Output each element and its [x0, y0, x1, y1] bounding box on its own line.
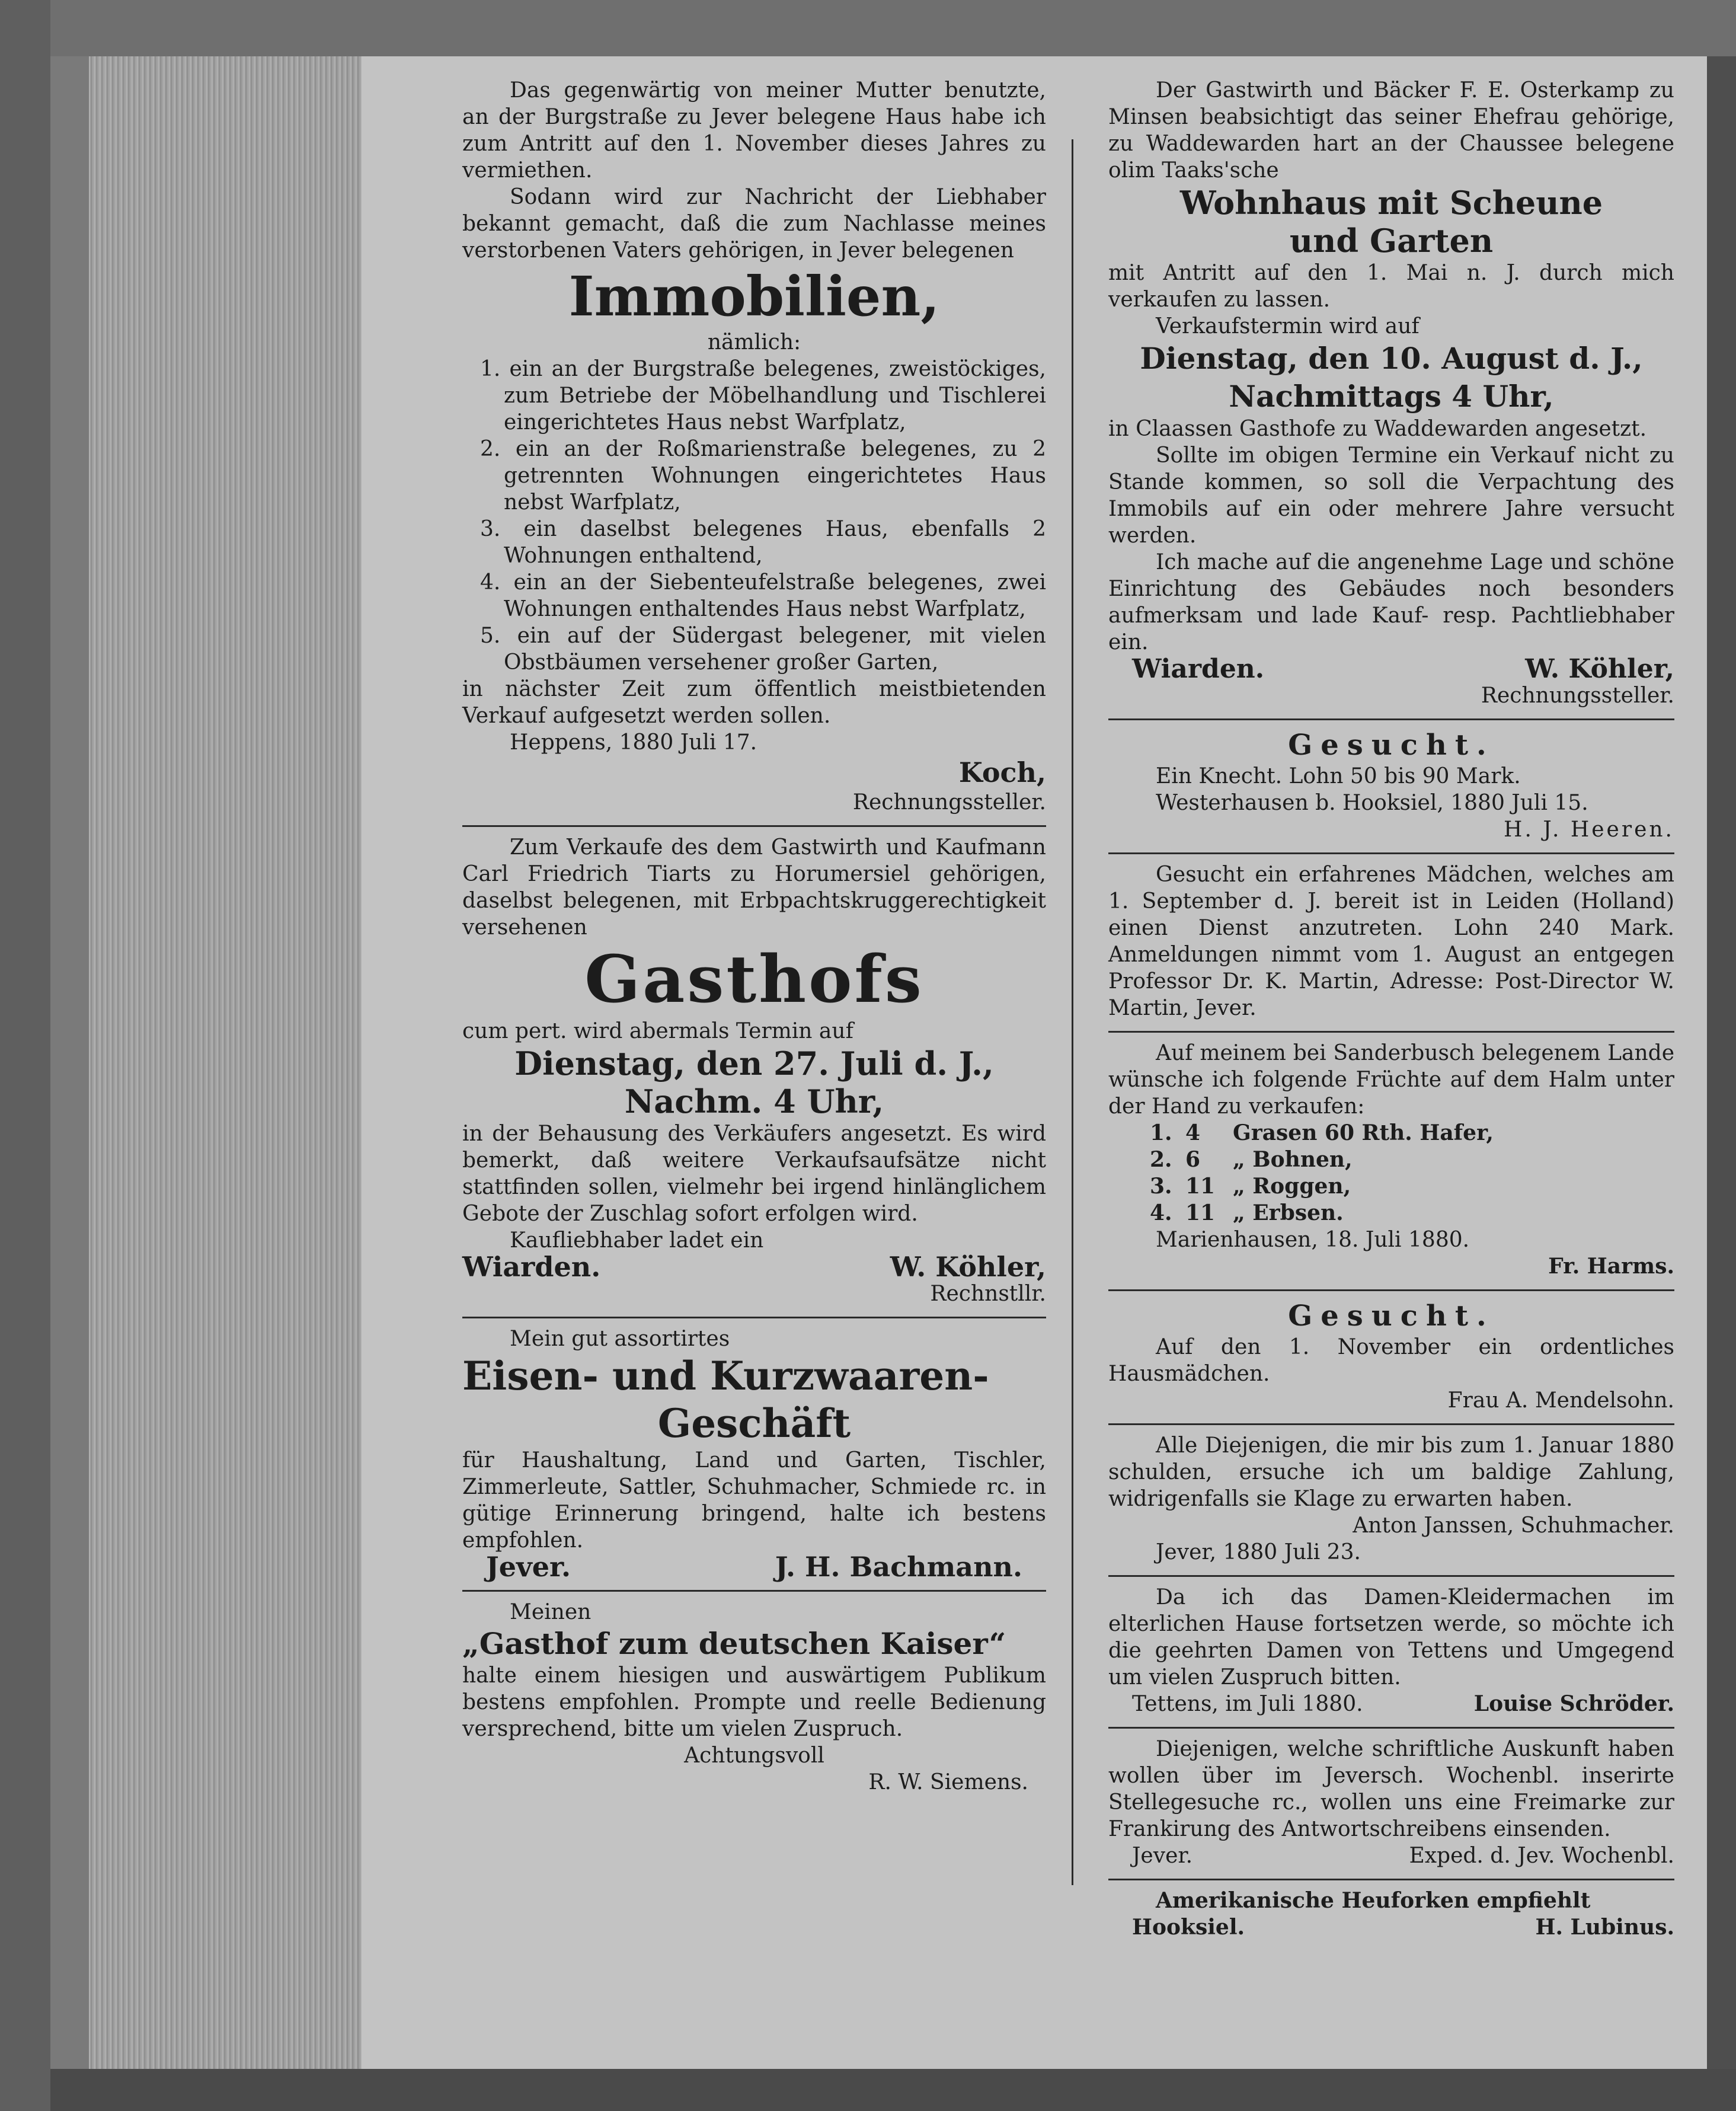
- ad-separator: [1108, 1289, 1674, 1291]
- ad-signature-row: [1108, 1914, 1674, 1941]
- ad-body: Ein Knecht. Lohn 50 bis 90 Mark.: [1156, 764, 1521, 788]
- ad-body: Ich mache auf die angenehme Lage und schöne Einrichtung des Gebäudes noch besonders aufmerksam und lade Kauf- resp. Pachtliebhaber ein.: [1108, 550, 1674, 654]
- ad-title: Gasthofs: [584, 941, 924, 1017]
- ad-closing: in nächster Zeit zum öffentlich meistbietenden Verkauf aufgesetzt werden sollen.: [462, 677, 1046, 728]
- list-item: [1108, 1200, 1674, 1227]
- ad-title: Wohnhaus mit Scheune: [1179, 184, 1603, 222]
- item-text: „ Bohnen,: [1233, 1147, 1353, 1172]
- ad-separator: [1108, 852, 1674, 854]
- ad-body: halte einem hiesigen und auswärtigem Publikum bestens empfohlen. Prompte und reelle Bedienung versprechend, bitte um vielen Zuspruch.: [462, 1663, 1046, 1741]
- ad-place-date: Tettens, im Juli 1880.: [1132, 1692, 1363, 1716]
- ad-gesucht-hausmaedchen: [1108, 1298, 1674, 1414]
- item-number: 3.: [1150, 1174, 1172, 1199]
- ad-closing: Achtungsvoll: [684, 1743, 824, 1768]
- ad-intro: Das gegenwärtig von meiner Mutter benutzte, an der Burgstraße zu Jever belegene Haus habe ich zum Antritt auf den 1. November dieses Jahres zu vermiethen.: [462, 78, 1046, 183]
- ad-title-line2: und Garten: [1289, 222, 1494, 260]
- ad-kleidermachen: [1108, 1584, 1674, 1717]
- ad-signature-row: [1108, 1842, 1674, 1869]
- ad-signature-row: [1108, 1691, 1674, 1717]
- ad-separator: [462, 1317, 1046, 1318]
- ad-body: Auf den 1. November ein ordentliches Hausmädchen.: [1108, 1335, 1674, 1386]
- ad-signer: J. H. Bachmann.: [775, 1551, 1022, 1583]
- list-item: 1. ein an der Burgstraße belegenes, zweistöckiges, zum Betriebe der Möbelhandlung und Tischlerei eingerichtetes Haus nebst Warfplatz,: [480, 357, 1046, 435]
- item-number: 2.: [1150, 1147, 1172, 1172]
- ad-place-date: Heppens, 1880 Juli 17.: [510, 730, 757, 755]
- ad-signer: W. Köhler,: [1525, 654, 1674, 684]
- ad-invite: Kaufliebhaber ladet ein: [510, 1228, 764, 1253]
- item-text: „ Erbsen.: [1233, 1200, 1344, 1225]
- item-number: 4.: [1150, 1200, 1172, 1225]
- list-item: [1108, 1146, 1674, 1173]
- ad-signer: Anton Janssen, Schuhmacher.: [1353, 1513, 1674, 1538]
- ad-place: Jever.: [1132, 1844, 1193, 1868]
- ad-body: Sollte im obigen Termine ein Verkauf nicht zu Stande kommen, so soll die Verpachtung des Immobils auf ein oder mehrere Jahre versucht werden.: [1108, 443, 1674, 548]
- ad-signature-row: [462, 1251, 1046, 1283]
- ad-time: Nachmittags 4 Uhr,: [1229, 379, 1554, 414]
- ad-separator: [1108, 1575, 1674, 1577]
- ad-line: cum pert. wird abermals Termin auf: [462, 1019, 853, 1043]
- ad-place: Wiarden.: [462, 1251, 601, 1283]
- item-quantity: 11: [1185, 1200, 1216, 1225]
- ad-signer: Frau A. Mendelsohn.: [1447, 1388, 1674, 1413]
- item-quantity: 4: [1185, 1120, 1201, 1145]
- ad-place-date: Marienhausen, 18. Juli 1880.: [1156, 1228, 1470, 1252]
- list-item: [1108, 1173, 1674, 1200]
- ad-signer: H. J. Heeren.: [1504, 817, 1674, 842]
- ad-notice: Sodann wird zur Nachricht der Liebhaber bekannt gemacht, daß die zum Nachlasse meines verstorbenen Vaters gehörigen, in Jever belegenen: [462, 185, 1046, 263]
- ad-signer-title: Rechnungssteller.: [1481, 684, 1674, 708]
- ad-title: „Gasthof zum deutschen Kaiser“: [462, 1626, 1006, 1661]
- ad-signer-title: Rechnstllr.: [930, 1282, 1046, 1306]
- item-number: 1.: [1150, 1120, 1172, 1145]
- right-column: [1108, 77, 1674, 1941]
- ad-place: Jever.: [486, 1551, 571, 1583]
- ad-separator: [462, 1590, 1046, 1592]
- list-item: 4. ein an der Siebenteufelstraße belegenes, zwei Wohnungen enthaltendes Haus nebst Warfplatz,: [480, 570, 1046, 621]
- ad-signature-row: [1108, 656, 1674, 682]
- ad-signer: Exped. d. Jev. Wochenbl.: [1409, 1844, 1674, 1868]
- ad-immobilien: [462, 77, 1046, 816]
- list-item: [1108, 1120, 1674, 1146]
- list-item: 5. ein auf der Südergast belegener, mit vielen Obstbäumen versehener großer Garten,: [480, 624, 1046, 675]
- ad-signer: Louise Schröder.: [1473, 1691, 1674, 1716]
- ad-body: mit Antritt auf den 1. Mai n. J. durch mich verkaufen zu lassen.: [1108, 261, 1674, 312]
- ad-separator: [1108, 718, 1674, 720]
- ad-heuforken: [1108, 1888, 1674, 1941]
- ad-gasthof-kaiser: [462, 1599, 1046, 1796]
- ad-signer: H. Lubinus.: [1535, 1915, 1674, 1940]
- ad-body: Auf meinem bei Sanderbusch belegenem Lande wünsche ich folgende Früchte auf dem Halm unter der Hand zu verkaufen:: [1108, 1041, 1674, 1119]
- ad-title: Immobilien,: [568, 264, 940, 328]
- scan-background-left: [0, 0, 50, 2111]
- item-quantity: 11: [1185, 1174, 1216, 1199]
- list-item: 2. ein an der Roßmarienstraße belegenes, zu 2 getrennten Wohnungen eingerichtetes Haus nebst Warfplatz,: [480, 437, 1046, 515]
- book-page-edges: [50, 56, 362, 2069]
- ad-place-date: Jever, 1880 Juli 23.: [1156, 1540, 1361, 1564]
- ad-signature-row: [462, 1551, 1046, 1583]
- ad-body: Diejenigen, welche schriftliche Auskunft haben wollen über im Jeversch. Wochenbl. inserirte Stellegesuche rc., wollen uns eine Freimarke zur Frankirung des Antwortschreibens einsenden.: [1108, 1737, 1674, 1841]
- ad-title: Gesucht.: [1288, 729, 1495, 762]
- ad-place-line: in Claassen Gasthofe zu Waddewarden angesetzt.: [1108, 417, 1647, 441]
- ad-title: Gesucht.: [1288, 1299, 1495, 1333]
- ad-body: Alle Diejenigen, die mir bis zum 1. Januar 1880 schulden, ersuche ich um baldige Zahlung, widrigenfalls sie Klage zu erwarten haben.: [1108, 1433, 1674, 1511]
- item-text: Grasen 60 Rth. Hafer,: [1233, 1120, 1494, 1145]
- ad-body: Gesucht ein erfahrenes Mädchen, welches am 1. September d. J. bereit ist in Leiden (Holland) einen Dienst anzutreten. Lohn 240 Mark. Anmeldungen nimmt vom 1. August an entgegen Professor Dr. K. Martin, Adresse: Post-Director W. Martin, Jever.: [1108, 863, 1674, 1020]
- ad-body: Amerikanische Heuforken empfiehlt: [1156, 1888, 1591, 1913]
- ad-separator: [1108, 1727, 1674, 1729]
- scan-background-right: [1707, 56, 1736, 2072]
- ad-separator: [1108, 1031, 1674, 1033]
- ad-body: in der Behausung des Verkäufers angesetzt. Es wird bemerkt, daß weitere Verkaufsaufsätze nicht stattfinden sollen, vielmehr bei irgend hinlänglichem Gebote der Zuschlag sofort erfolgen wird.: [462, 1122, 1046, 1226]
- ad-intro: Zum Verkaufe des dem Gastwirth und Kaufmann Carl Friedrich Tiarts zu Horumersiel gehörigen, daselbst belegenen, mit Erbpachtskruggerechtigkeit versehenen: [462, 835, 1046, 940]
- ad-wohnhaus: [1108, 77, 1674, 709]
- ad-separator: [462, 825, 1046, 827]
- ad-body: Da ich das Damen-Kleidermachen im elterlichen Hause fortsetzen werde, so möchte ich die geehrten Damen von Tettens und Umgegend um vielen Zuspruch bitten.: [1108, 1585, 1674, 1690]
- ad-intro: Der Gastwirth und Bäcker F. E. Osterkamp zu Minsen beabsichtigt das seiner Ehefrau gehörige, zu Waddewarden hart an der Chaussee belegene olim Taaks'sche: [1108, 78, 1674, 183]
- left-column: [462, 77, 1046, 1796]
- ad-signer: R. W. Siemens.: [868, 1770, 1028, 1794]
- ad-signer-title: Rechnungssteller.: [852, 790, 1046, 815]
- ad-separator: [1108, 1423, 1674, 1425]
- ad-place: Hooksiel.: [1132, 1915, 1245, 1940]
- scan-background-top: [0, 0, 1736, 56]
- column-divider: [1072, 139, 1073, 1885]
- book-binding: [50, 56, 89, 2069]
- ad-gasthofs: [462, 834, 1046, 1307]
- ad-signer: W. Köhler,: [890, 1251, 1046, 1283]
- ad-signer: Koch,: [958, 756, 1046, 788]
- ad-eisen-kurzwaaren: [462, 1326, 1046, 1583]
- ad-place-date: Westerhausen b. Hooksiel, 1880 Juli 15.: [1156, 791, 1588, 815]
- ad-intro: Meinen: [510, 1600, 592, 1624]
- ad-signer: Fr. Harms.: [1548, 1254, 1674, 1279]
- ad-gesucht-maedchen: [1108, 861, 1674, 1021]
- ad-place: Wiarden.: [1132, 654, 1265, 684]
- ad-time: Nachm. 4 Uhr,: [624, 1082, 884, 1120]
- ad-title-line2: Geschäft: [657, 1400, 851, 1446]
- ad-intro: Mein gut assortirtes: [510, 1327, 730, 1351]
- list-item: 3. ein daselbst belegenes Haus, ebenfalls 2 Wohnungen enthaltend,: [480, 517, 1046, 568]
- item-text: „ Roggen,: [1233, 1174, 1351, 1199]
- ad-auskunft: [1108, 1736, 1674, 1869]
- ad-term: Verkaufstermin wird auf: [1156, 314, 1420, 338]
- ad-title: Eisen- und Kurzwaaren-: [462, 1353, 989, 1399]
- ad-subtitle: nämlich:: [707, 330, 801, 355]
- ad-schulden: [1108, 1432, 1674, 1566]
- ad-fruechte: [1108, 1040, 1674, 1280]
- ad-body: für Haushaltung, Land und Garten, Tischler, Zimmerleute, Sattler, Schuhmacher, Schmiede rc. in gütige Erinnerung bringend, halte ich bestens empfohlen.: [462, 1448, 1046, 1553]
- ad-separator: [1108, 1879, 1674, 1880]
- scan-background-bottom: [50, 2069, 1736, 2111]
- ad-date: Dienstag, den 10. August d. J.,: [1140, 341, 1643, 376]
- ad-gesucht-knecht: [1108, 727, 1674, 843]
- ad-date: Dienstag, den 27. Juli d. J.,: [514, 1045, 994, 1082]
- item-quantity: 6: [1185, 1147, 1201, 1172]
